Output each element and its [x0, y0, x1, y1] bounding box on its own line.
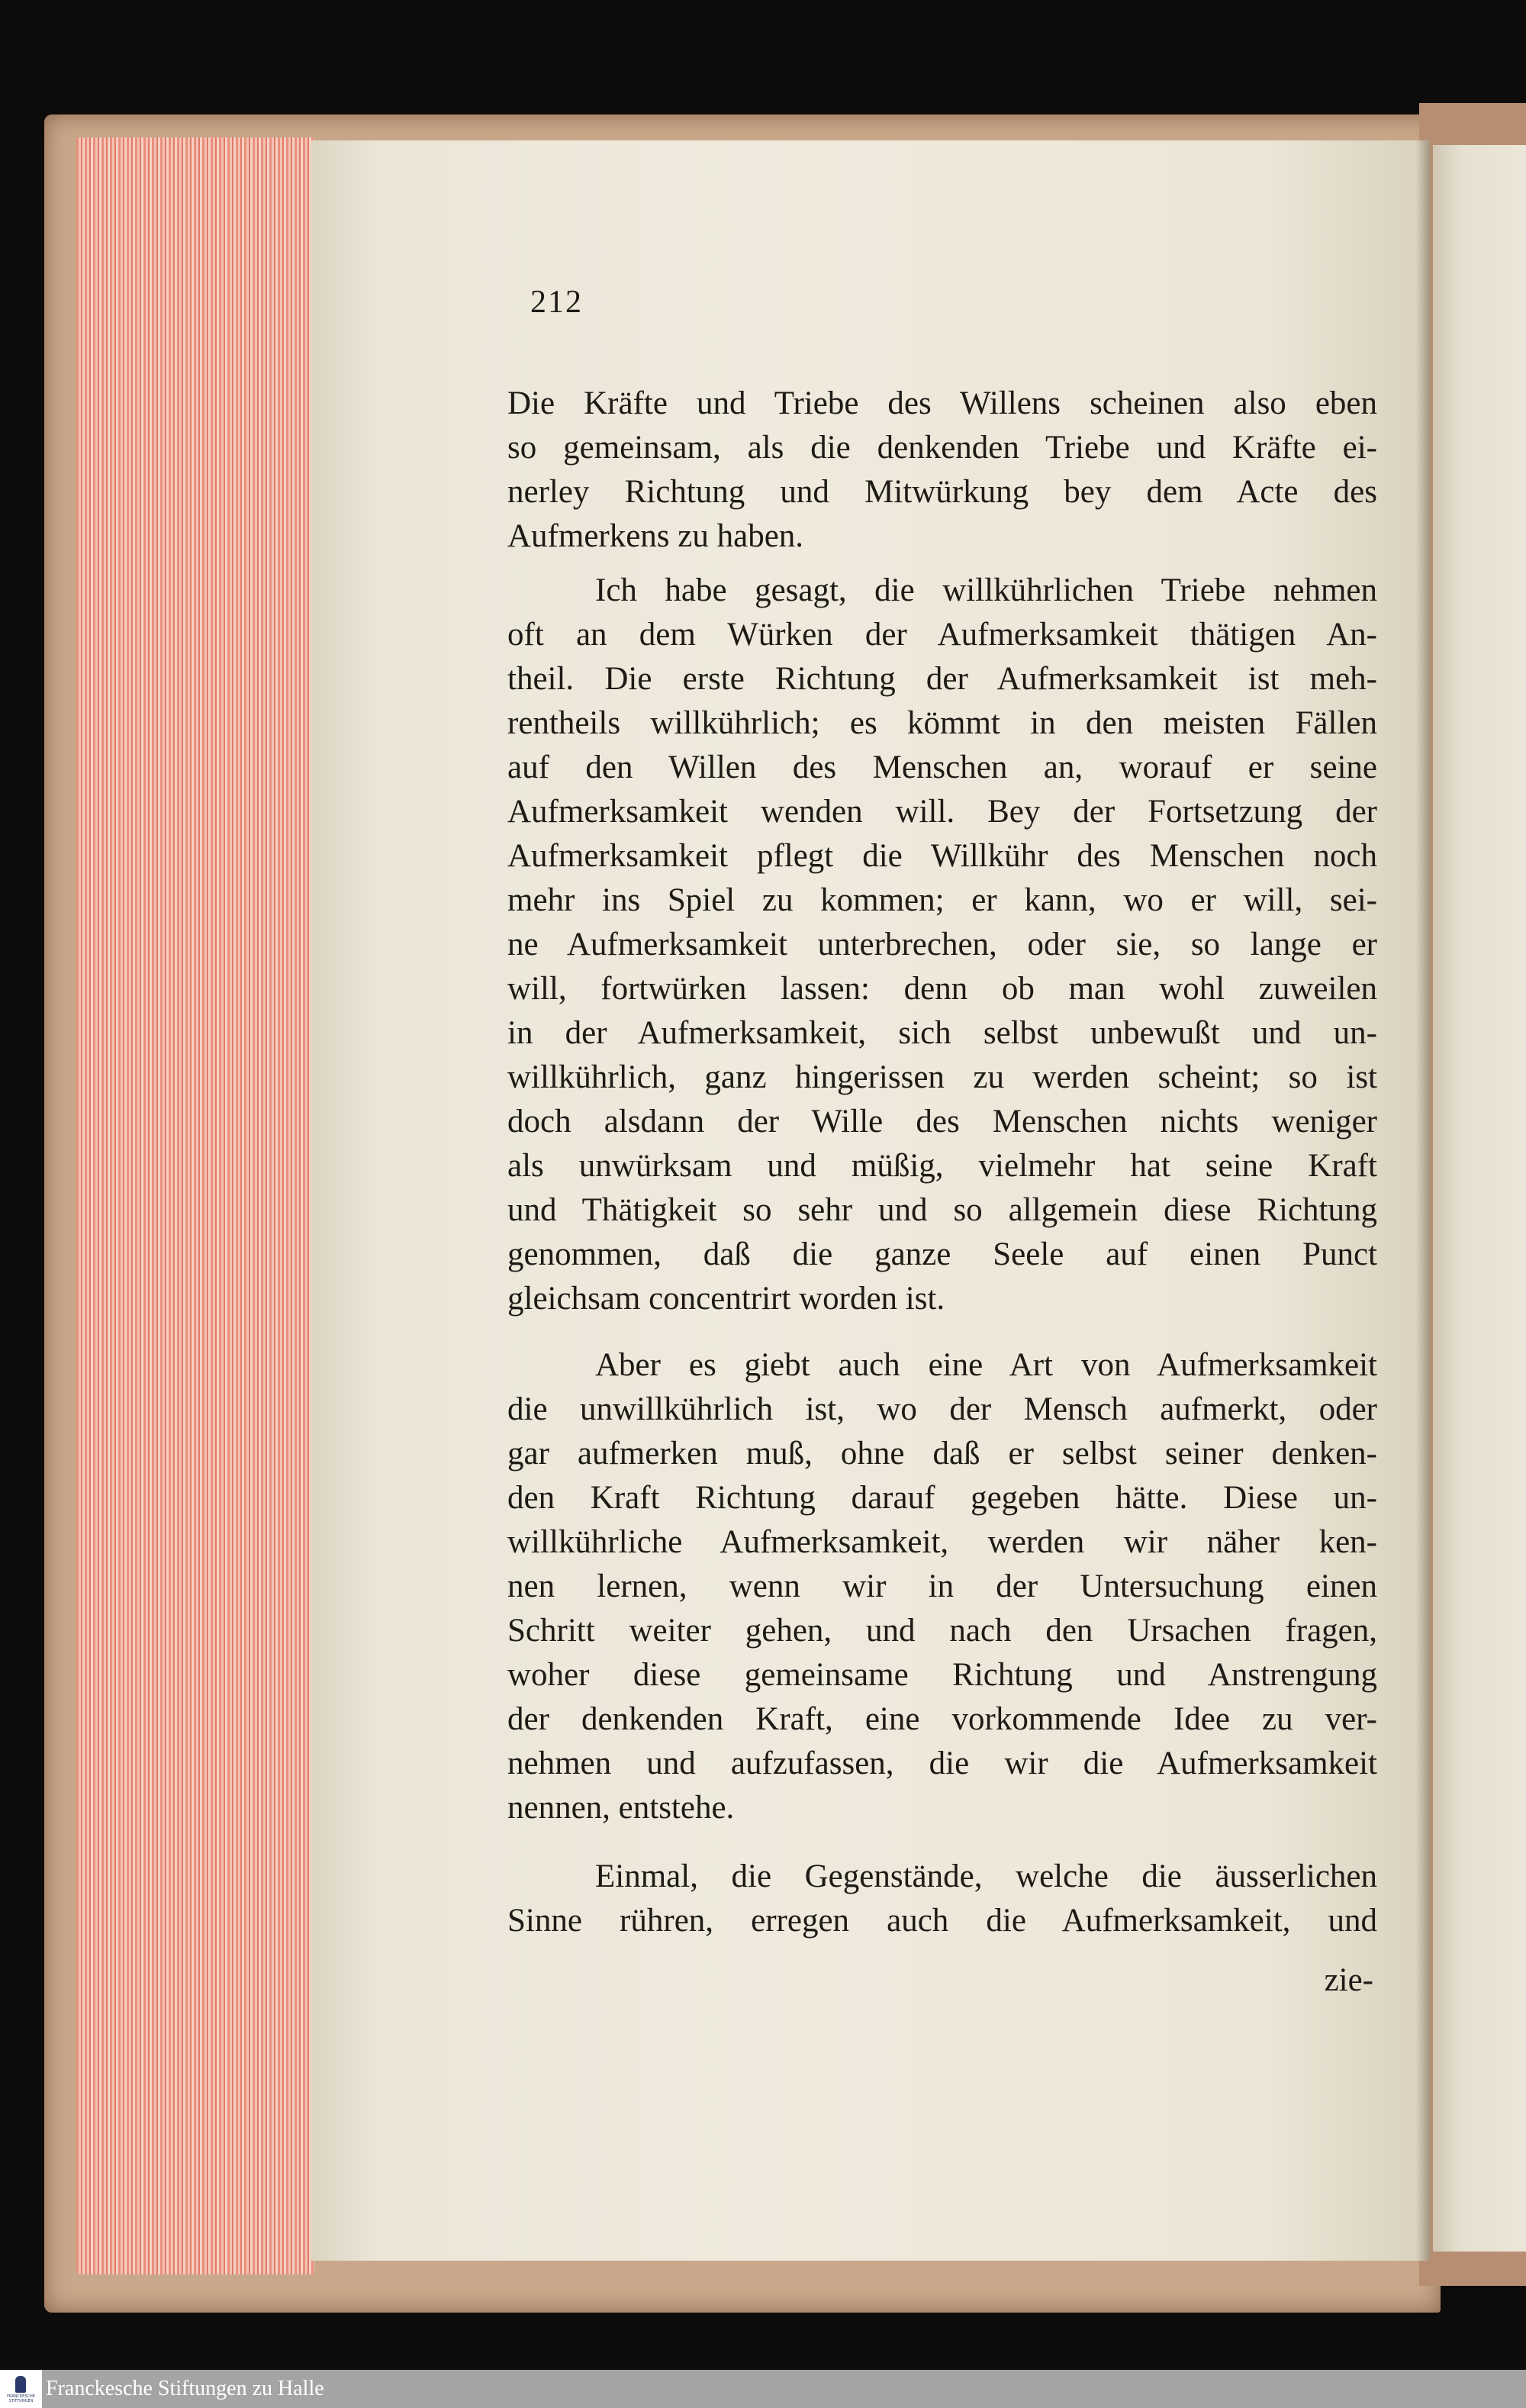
text-line: Aber es giebt auch eine Art von Aufmerksamkeit: [595, 1347, 1377, 1383]
text-line: nennen, entstehe.: [507, 1790, 735, 1826]
footer-bar: [0, 2370, 1526, 2408]
text-line: nehmen und aufzufassen, die wir die Aufmerksamkeit: [507, 1746, 1377, 1781]
text-line: theil. Die erste Richtung der Aufmerksamkeit ist meh-: [507, 661, 1377, 697]
text-line: gar aufmerken muß, ohne daß er selbst seiner denken-: [507, 1436, 1377, 1472]
text-line: mehr ins Spiel zu kommen; er kann, wo er will, sei-: [507, 882, 1377, 918]
text-line: Aufmerkens zu haben.: [507, 518, 804, 554]
paragraph-4: [507, 1855, 1377, 1943]
paragraph-1: [507, 382, 1377, 559]
text-line: so gemeinsam, als die denkenden Triebe und Kräfte ei-: [507, 430, 1377, 466]
text-line: Einmal, die Gegenstände, welche die äusserlichen: [595, 1858, 1377, 1894]
text-line: nerley Richtung und Mitwürkung bey dem Acte des: [507, 474, 1377, 510]
paragraph-2: [507, 569, 1377, 1321]
text-line: oft an dem Würken der Aufmerksamkeit thätigen An-: [507, 617, 1377, 653]
text-line: ne Aufmerksamkeit unterbrechen, oder sie, so lange er: [507, 927, 1377, 962]
text-line: Schritt weiter gehen, und nach den Ursachen fragen,: [507, 1613, 1377, 1649]
text-line: als unwürksam und müßig, vielmehr hat seine Kraft: [507, 1148, 1377, 1184]
logo-text: FRANCKESCHE STIFTUNGEN: [7, 2394, 35, 2403]
text-line: die unwillkührlich ist, wo der Mensch aufmerkt, oder: [507, 1391, 1377, 1427]
catchword: zie-: [1324, 1962, 1373, 1998]
text-line: Aufmerksamkeit wenden will. Bey der Fortsetzung der: [507, 794, 1377, 830]
text-line: den Kraft Richtung darauf gegeben hätte. Diese un-: [507, 1480, 1377, 1516]
text-line: woher diese gemeinsame Richtung und Anstrengung: [507, 1657, 1377, 1693]
facing-page: [1433, 145, 1526, 2252]
text-line: der denkenden Kraft, eine vorkommende Idee zu ver-: [507, 1701, 1377, 1737]
text-line: nen lernen, wenn wir in der Untersuchung einen: [507, 1568, 1377, 1604]
text-line: genommen, daß die ganze Seele auf einen Punct: [507, 1236, 1377, 1272]
institution-logo: [0, 2370, 42, 2408]
text-line: willkührliche Aufmerksamkeit, werden wir näher ken-: [507, 1524, 1377, 1560]
text-line: will, fortwürken lassen: denn ob man wohl zuweilen: [507, 971, 1377, 1007]
logo-figure-icon: [15, 2376, 26, 2393]
text-line: Ich habe gesagt, die willkührlichen Triebe nehmen: [595, 572, 1377, 608]
page-number: 212: [530, 285, 583, 320]
page-edges: [76, 137, 314, 2274]
text-line: auf den Willen des Menschen an, worauf er seine: [507, 749, 1377, 785]
paragraph-3: [507, 1343, 1377, 1830]
text-line: rentheils willkührlich; es kömmt in den meisten Fällen: [507, 705, 1377, 741]
institution-name: Franckesche Stiftungen zu Halle: [46, 2377, 324, 2400]
text-line: Die Kräfte und Triebe des Willens scheinen also eben: [507, 385, 1377, 421]
text-line: und Thätigkeit so sehr und so allgemein diese Richtung: [507, 1192, 1377, 1228]
text-line: Sinne rühren, erregen auch die Aufmerksamkeit, und: [507, 1903, 1377, 1939]
text-line: doch alsdann der Wille des Menschen nichts weniger: [507, 1104, 1377, 1140]
text-line: gleichsam concentrirt worden ist.: [507, 1281, 945, 1317]
text-line: willkührlich, ganz hingerissen zu werden scheint; so ist: [507, 1059, 1377, 1095]
text-line: in der Aufmerksamkeit, sich selbst unbewußt und un-: [507, 1015, 1377, 1051]
page-gutter-shadow: [1416, 140, 1430, 2261]
text-line: Aufmerksamkeit pflegt die Willkühr des Menschen noch: [507, 838, 1377, 874]
